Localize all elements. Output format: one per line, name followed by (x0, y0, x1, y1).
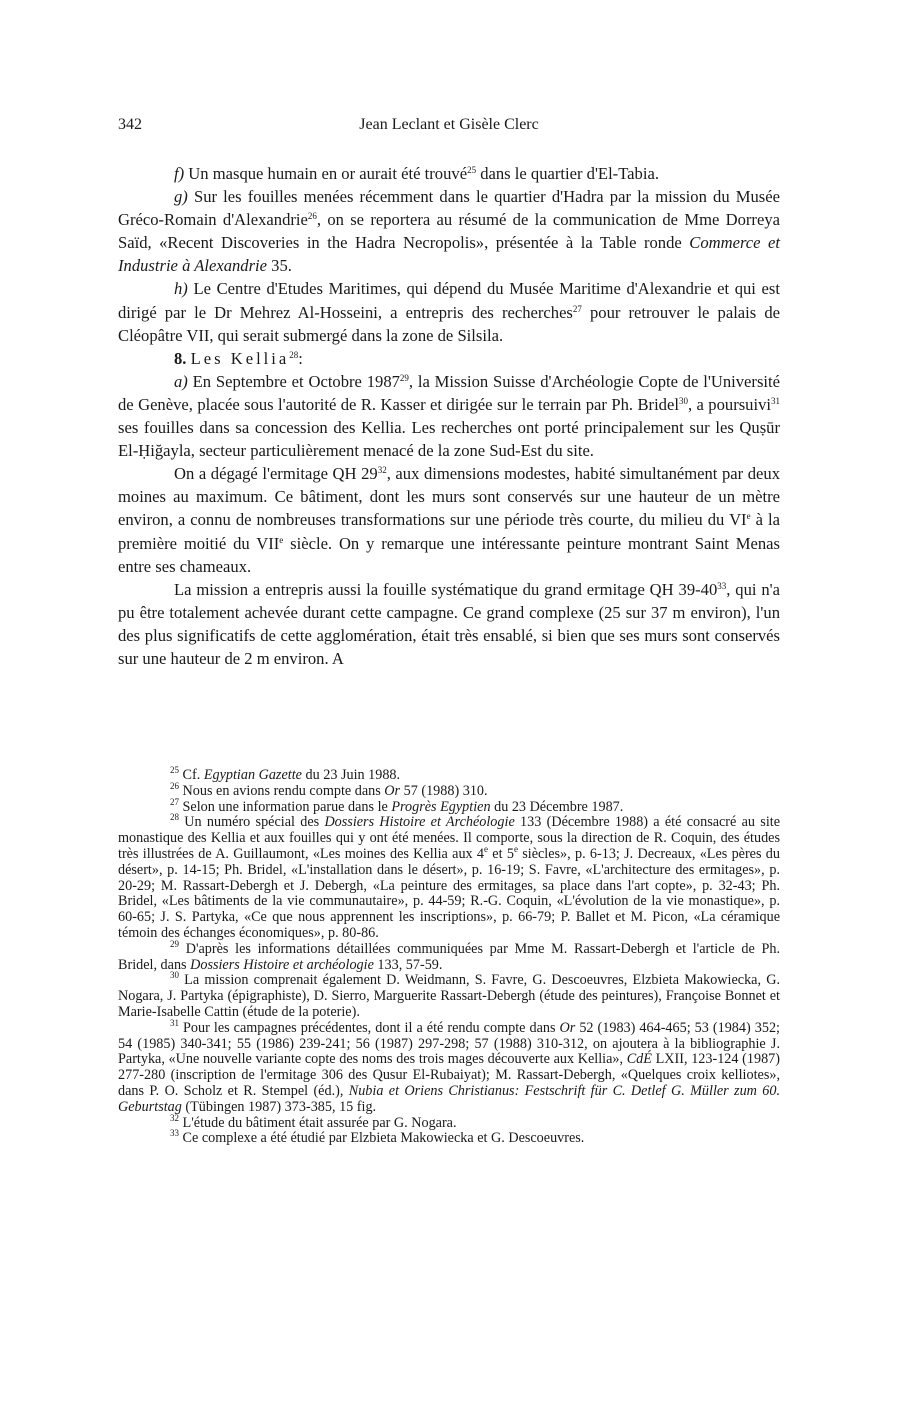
section-colon: : (298, 348, 303, 368)
main-text (118, 162, 780, 670)
century-suffix: e (513, 843, 518, 854)
footnote-italic: CdÉ (626, 1051, 652, 1068)
paragraph-text: En Septembre et Octobre 1987 (187, 371, 400, 391)
paragraph-text: , a poursuivi (687, 394, 771, 414)
page-header (118, 116, 780, 140)
paragraph-text: La mission a entrepris aussi la fouille systématique du grand ermitage QH 39-40 (174, 579, 718, 599)
footnote-ref: 29 (399, 372, 409, 383)
paragraph-text: Un masque humain en or aurait été trouvé (184, 164, 468, 183)
footnote-text: Ce complexe a été étudié par Elzbieta Makowiecka et G. Descoeuvres. (179, 1130, 585, 1147)
paragraph-h (118, 277, 780, 346)
paragraph-text: , aux dimensions modestes, habité simultanément par deux moines au maximum. Ce bâtiment, dont les murs sont conservés sur une hauteur de un mètre environ, a connu de nombreuses transformations sur une période très courte, du milieu du VI (118, 464, 780, 530)
footnote-text: D'après les informations détaillées communiquées par Mme M. Rassart-Debergh et l'article de Ph. Bridel, dans (118, 940, 780, 973)
footnote-text: 52 (1983) 464-465; 53 (1984) 352; 54 (1985) 340-341; 55 (1986) 239-241; 56 (1987) 297-298; 57 (1988) 310-312, on ajoutera à la bibliographie J. Partyka, «Une nouvelle variante copte des noms des trois mages découverte aux Kellia», (118, 1019, 780, 1068)
footnote-29 (118, 938, 780, 974)
footnote-text: 133, 57-59. (373, 956, 443, 973)
paragraph-text: 35. (267, 256, 292, 276)
footnote-ref: 33 (717, 580, 727, 591)
footnote-ref: 25 (467, 165, 477, 175)
paragraph-text: , la Mission Suisse d'Archéologie Copte de l'Université de Genève, placée sous l'autorité de R. Kasser et dirigée sur le terrain par Ph. Bridel (118, 371, 780, 414)
section-number: 8. (174, 348, 187, 368)
footnote-text: 57 (1988) 310. (400, 782, 488, 799)
footnote-number: 27 (170, 796, 179, 807)
footnote-text: L'étude du bâtiment était assurée par G. Nogara. (179, 1114, 457, 1131)
footnote-text: du 23 Décembre 1987. (490, 798, 624, 815)
paragraph-complex (118, 578, 780, 670)
paragraph-text: On a dégagé l'ermitage QH 29 (174, 464, 378, 484)
footnote-text: 133 (Décembre 1988) a été consacré au site monastique des Kellia et aux fouilles qui y ont été menées. Il comporte, sous la direction de R. Coquin, des études très illustrées de A. Guillaumont, «Les moines des Kellia aux 4 (118, 814, 781, 862)
footnote-ref: 26 (307, 211, 317, 222)
item-letter: h) (174, 279, 188, 299)
item-letter: f) (174, 164, 185, 183)
century-suffix: e (746, 511, 751, 522)
paragraph-text: dans le quartier d'El-Tabia. (476, 164, 659, 183)
footnote-italic: Dossiers Histoire et archéologie (190, 956, 374, 973)
footnote-25 (118, 765, 780, 784)
footnote-text: Pour les campagnes précédentes, dont il a été rendu compte dans (179, 1019, 560, 1036)
footnote-number: 30 (170, 970, 179, 981)
paragraph-f (118, 162, 780, 185)
footnote-number: 31 (170, 1017, 179, 1028)
footnote-text: LXII, 123-124 (1987) 277-280 (inscription de l'ermitage 306 des Qusur El-Rubaiyat); M. Rassart-Debergh, «Quelques croix kelliotes», dans P. O. Scholz et R. Stempel (éd.), (118, 1051, 780, 1099)
paragraph-text: à la première moitié du VII (118, 510, 780, 553)
footnote-italic: Egyptian Gazette (203, 767, 302, 783)
paragraph-text: Sur les fouilles menées récemment dans le quartier d'Hadra par la mission du Musée Gréco-Romain d'Alexandrie (118, 187, 780, 230)
footnote-text: Un numéro spécial des (179, 814, 325, 831)
footnote-italic: Progrès Egyptien (391, 798, 491, 815)
footnote-number: 29 (170, 938, 179, 949)
item-letter: a) (174, 371, 188, 391)
footnote-text: et 5 (488, 845, 514, 862)
running-head: Jean Leclant et Gisèle Clerc (359, 116, 539, 133)
paragraph-text: , on se reportera au résumé de la communication de Mme Dorreya Saïd, «Recent Discoveries in the Hadra Necropolis», présentée à la Table ronde (118, 210, 780, 253)
footnote-28 (118, 812, 781, 941)
footnote-ref: 31 (771, 395, 780, 406)
footnote-ref: 27 (572, 303, 582, 314)
footnote-ref: 30 (678, 395, 688, 406)
footnote-text: siècles», p. 6-13; J. Decreaux, «Les pères du désert», p. 14-15; Ph. Bridel, «L'installation dans le désert», p. 16-19; S. Favre, «L'architecture des ermitages», p. 20-29; M. Rassart-Debergh et J. Debergh, «La peinture des ermitages, sa place dans l'art copte», p. 32-43; Ph. Bridel, «Les bâtiments de la vie communautaire», p. 44-59; R.-G. Coquin, «L'évolution de la vie monastique», p. 60-65; J. S. Partyka, «Ce que nous apprennent les inscriptions», p. 66-79; P. Ballet et M. Picon, «La céramique témoin des échanges économiques», p. 80-86. (118, 845, 780, 941)
century-suffix: e (484, 843, 489, 854)
paragraph-text: , qui n'a pu être totalement achevée durant cette campagne. Ce grand complexe (25 sur 37 m environ), l'un des plus significatifs de cette agglomération, était très ensablé, si bien que ses murs sont conservés sur une hauteur de 2 m environ. A (118, 579, 780, 668)
footnote-number: 33 (170, 1128, 179, 1139)
footnote-32 (118, 1112, 780, 1132)
paragraph-a (118, 370, 780, 462)
footnote-number: 28 (170, 812, 179, 823)
footnote-number: 25 (170, 765, 179, 775)
paragraph-italic: Commerce et Industrie à Alexandrie (118, 233, 780, 276)
item-letter: g) (174, 187, 188, 207)
paragraph-text: ses fouilles dans sa concession des Kellia. Les recherches ont porté principalement sur les Quṣūr El-Ḥiğayla, secteur particulièrement menacé de la zone Sud-Est du site. (118, 418, 780, 461)
footnote-33 (118, 1128, 780, 1147)
footnotes (118, 765, 781, 1147)
footnote-ref: 32 (377, 465, 387, 476)
section-title: Les Kellia (190, 348, 290, 368)
paragraph-text: pour retrouver le palais de Cléopâtre VII, qui serait submergé dans la zone de Silsila. (118, 302, 780, 345)
footnote-30 (118, 970, 780, 1020)
footnote-text: La mission comprenait également D. Weidmann, S. Favre, G. Descoeuvres, Elzbieta Makowiecka, G. Nogara, J. Partyka (épigraphiste), D. Sierro, Marguerite Rassart-Debergh (étude des peintures), Françoise Bonnet et Marie-Isabelle Cattin (étude de la poterie). (118, 972, 780, 1020)
paragraph-text: siècle. On y remarque une intéressante peinture montrant Saint Menas entre ses chameaux. (118, 533, 781, 576)
footnote-ref: 28 (289, 349, 299, 360)
footnote-number: 26 (170, 780, 179, 791)
footnote-text: Cf. (179, 767, 204, 783)
footnote-text: (Tübingen 1987) 373-385, 15 fig. (181, 1098, 377, 1115)
paragraph-hermitage (118, 462, 780, 577)
footnote-text: Nous en avions rendu compte dans (179, 782, 385, 799)
footnote-italic: Dossiers Histoire et Archéologie (324, 814, 515, 831)
footnote-26 (118, 780, 780, 800)
footnote-number: 32 (170, 1112, 179, 1123)
paragraph-g (118, 185, 780, 277)
section-heading (118, 347, 780, 370)
footnote-italic: Nubia et Oriens Christianus: Festschrift für C. Detlef G. Müller zum 60. Geburtstag (118, 1082, 780, 1115)
page-number: 342 (118, 116, 142, 133)
century-suffix: e (279, 534, 284, 545)
footnote-text: du 23 Juin 1988. (301, 767, 401, 783)
paragraph-text: Le Centre d'Etudes Maritimes, qui dépend du Musée Maritime d'Alexandrie et qui est dirigé par le Dr Mehrez Al-Hosseini, a entrepris des recherches (118, 279, 780, 322)
footnote-italic: Or (384, 782, 401, 799)
footnote-italic: Or (559, 1019, 576, 1036)
footnote-text: Selon une information parue dans le (179, 798, 392, 815)
footnote-31 (118, 1017, 780, 1116)
